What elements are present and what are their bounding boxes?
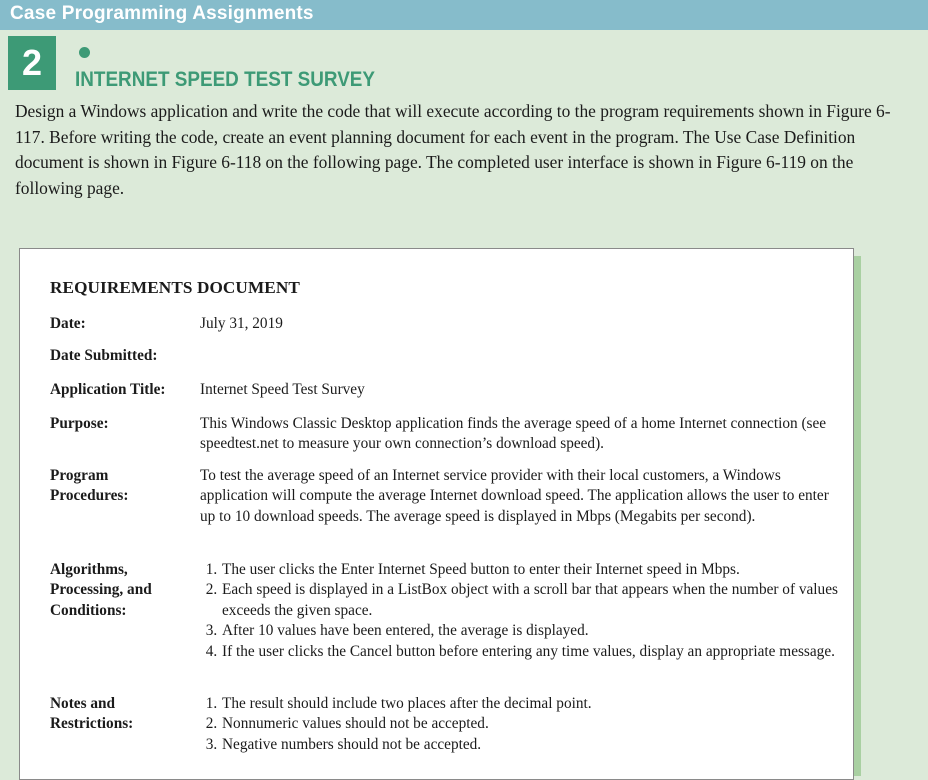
algorithms-label-line: Processing, and [50,581,152,599]
algorithms-list [200,560,840,662]
intro-paragraph: Design a Windows application and write the code that will execute according to the program requirements shown in Figure 6-117. Before writing the code, create an event planning document for each event in the program. The Use Case Definition document is shown in Figure 6-118 on the following page. The completed user interface is shown in Figure 6-119 on the following page. [15,101,891,198]
list-item: 4. If the user clicks the Cancel button before entering any time values, display an appropriate message. [221,642,840,662]
purpose-label: Purpose: [50,415,109,432]
document-heading: REQUIREMENTS DOCUMENT [50,278,300,297]
notes-label-line: Restrictions: [50,715,134,733]
list-item: 2. Each speed is displayed in a ListBox object with a scroll bar that appears when the number of values exceeds the given space. [221,580,840,621]
bullet-dot-icon [79,47,90,58]
list-item: 2. Nonnumeric values should not be accepted. [221,714,840,734]
notes-label-line: Notes and [50,695,116,712]
case-title: INTERNET SPEED TEST SURVEY [75,68,376,91]
date-value: July 31, 2019 [200,315,283,332]
list-item: 1. The result should include two places after the decimal point. [221,694,840,714]
date-label: Date: [50,315,86,332]
procedures-label [50,466,195,507]
notes-label [50,694,195,735]
list-item: 3. Negative numbers should not be accepted. [221,735,840,755]
procedures-label-line: Program [50,467,109,484]
case-number-badge: 2 [8,36,56,90]
algorithms-list-wrap [200,560,840,662]
application-title-value: Internet Speed Test Survey [200,381,365,398]
notes-list-wrap [200,694,840,755]
algorithms-label-line: Conditions: [50,601,127,619]
list-item: 3. After 10 values have been entered, the average is displayed. [221,621,840,641]
algorithms-label [50,560,195,621]
notes-list [200,694,840,755]
requirements-document [19,248,854,780]
list-item: 1. The user clicks the Enter Internet Speed button to enter their Internet speed in Mbps. [221,560,840,580]
application-title-label: Application Title: [50,381,166,398]
date-submitted-label: Date Submitted: [50,347,158,364]
section-header-bar [0,0,928,30]
section-title: Case Programming Assignments [10,3,314,24]
procedures-label-line: Procedures: [50,487,129,505]
procedures-value: To test the average speed of an Internet service provider with their local customers, a Windows application will compute the average Internet download speed. The application allows the user to enter up to 10 download speeds. The average speed is displayed in Mbps (Megabits per second). [200,467,829,525]
purpose-value: This Windows Classic Desktop application finds the average speed of a home Internet connection (see speedtest.net to measure your own connection’s download speed). [200,415,827,453]
algorithms-label-line: Algorithms, [50,561,128,578]
